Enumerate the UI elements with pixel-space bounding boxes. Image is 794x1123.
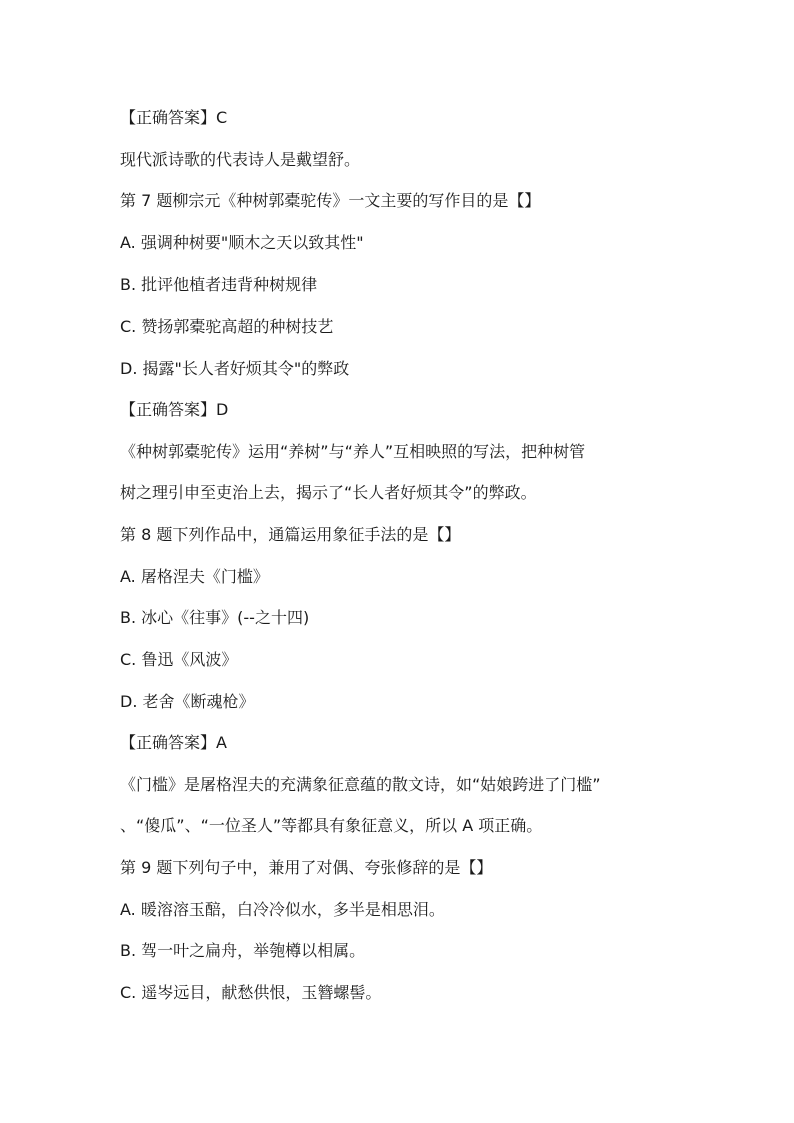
question-8-option-c: C. 鲁迅《风波》 [120, 650, 238, 669]
question-7-option-a: A. 强调种树要"顺木之天以致其性" [120, 233, 364, 252]
answer-8-explanation-line2: 树之理引申至吏治上去，揭示了“长人者好烦其令”的弊政。 [120, 483, 537, 502]
answer-9-label: 【正确答案】A [120, 733, 227, 752]
question-7-option-b: B. 批评他植者违背种树规律 [120, 275, 318, 294]
question-9-option-b: B. 驾一叶之扁舟，举匏樽以相属。 [120, 941, 366, 960]
question-7: 第 7 题柳宗元《种树郭橐驼传》一文主要的写作目的是【】 [120, 191, 541, 210]
answer-9-explanation-line1: 《门槛》是屠格涅夫的充满象征意蕴的散文诗，如“姑娘跨进了门槛” [120, 775, 601, 794]
question-9-option-c: C. 遥岑远目，献愁供恨，玉簪螺髻。 [120, 983, 382, 1002]
question-9-option-a: A. 暖溶溶玉醅，白冷冷似水，多半是相思泪。 [120, 900, 445, 919]
answer-7-explanation: 现代派诗歌的代表诗人是戴望舒。 [120, 150, 361, 169]
question-8-option-a: A. 屠格涅夫《门槛》 [120, 567, 269, 586]
question-9: 第 9 题下列句子中，兼用了对偶、夸张修辞的是【】 [120, 858, 493, 877]
answer-7-label: 【正确答案】C [120, 108, 228, 127]
answer-8-label: 【正确答案】D [120, 400, 229, 419]
question-8: 第 8 题下列作品中，通篇运用象征手法的是【】 [120, 525, 461, 544]
question-7-option-d: D. 揭露"长人者好烦其令"的弊政 [120, 359, 350, 378]
answer-8-explanation-line1: 《种树郭橐驼传》运用“养树”与“养人”互相映照的写法，把种树管 [120, 442, 586, 461]
question-8-option-b: B. 冰心《往事》(--之十四) [120, 608, 310, 627]
question-7-option-c: C. 赞扬郭橐驼高超的种树技艺 [120, 317, 334, 336]
question-8-option-d: D. 老舍《断魂枪》 [120, 692, 255, 711]
answer-9-explanation-line2: 、“傻瓜”、“一位圣人”等都具有象征意义，所以 A 项正确。 [120, 816, 543, 835]
